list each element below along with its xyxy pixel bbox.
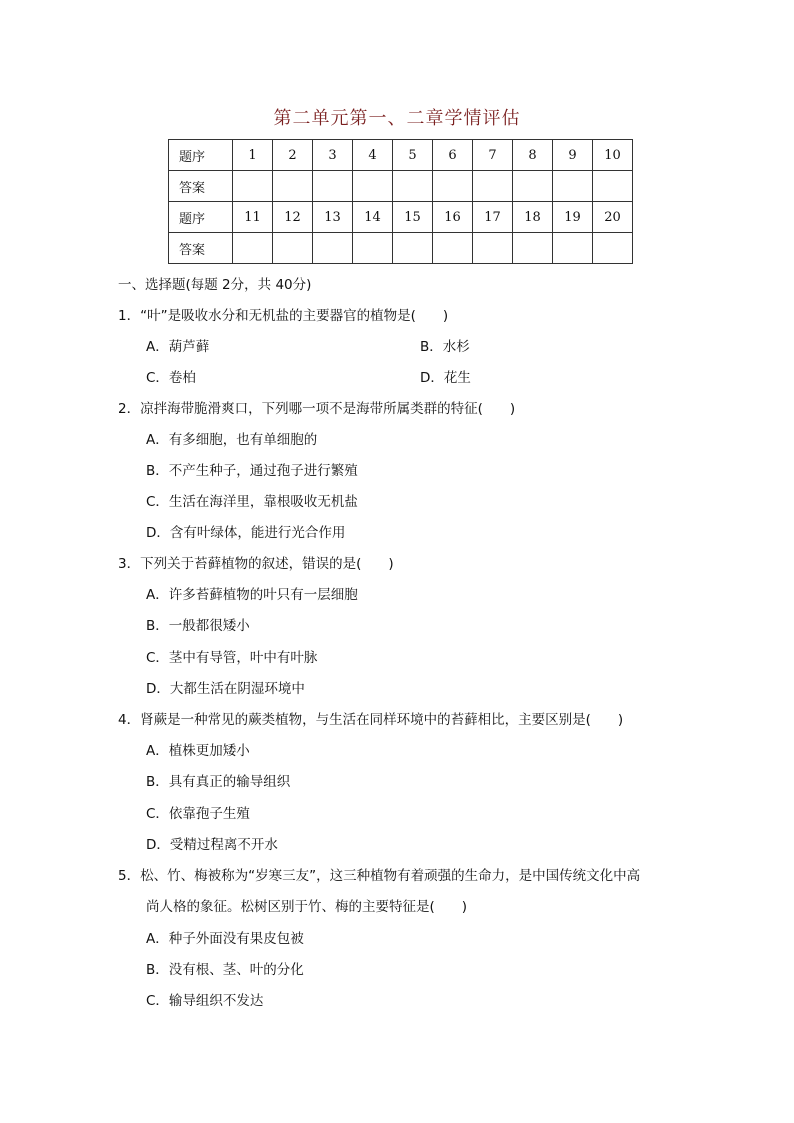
question-number: 6 xyxy=(433,140,473,171)
option-d[interactable]: D．花生 xyxy=(420,370,471,386)
answer-cell[interactable] xyxy=(353,233,393,264)
option-c[interactable]: C．茎中有导管，叶中有叶脉 xyxy=(146,650,318,666)
question-number: 14 xyxy=(353,202,393,233)
question-number: 5 xyxy=(393,140,433,171)
answer-cell[interactable] xyxy=(473,171,513,202)
answer-cell[interactable] xyxy=(313,233,353,264)
answer-cell[interactable] xyxy=(473,233,513,264)
option-b[interactable]: B．没有根、茎、叶的分化 xyxy=(146,962,304,978)
answer-cell[interactable] xyxy=(353,171,393,202)
option-d[interactable]: D．大都生活在阴湿环境中 xyxy=(146,681,305,697)
answer-cell[interactable] xyxy=(553,233,593,264)
question-number: 19 xyxy=(553,202,593,233)
table-row xyxy=(169,202,633,233)
question-number: 13 xyxy=(313,202,353,233)
question-number: 4 xyxy=(353,140,393,171)
option-a[interactable]: A．植株更加矮小 xyxy=(146,743,250,759)
question-number: 17 xyxy=(473,202,513,233)
answer-cell[interactable] xyxy=(233,233,273,264)
option-a[interactable]: A．有多细胞，也有单细胞的 xyxy=(146,432,318,448)
option-b[interactable]: B．不产生种子，通过孢子进行繁殖 xyxy=(146,463,358,479)
page-title: 第二单元第一、二章学情评估 xyxy=(273,108,521,129)
answer-cell[interactable] xyxy=(393,171,433,202)
answer-cell[interactable] xyxy=(233,171,273,202)
row-label: 题序 xyxy=(169,202,233,233)
question-stem: 3．下列关于苔藓植物的叙述，错误的是( ) xyxy=(118,556,394,572)
row-label: 答案 xyxy=(169,233,233,264)
question-number: 16 xyxy=(433,202,473,233)
option-c[interactable]: C．卷柏 xyxy=(146,370,196,386)
option-c[interactable]: C．生活在海洋里，靠根吸收无机盐 xyxy=(146,494,358,510)
question-stem-continued: 尚人格的象征。松树区别于竹、梅的主要特征是( ) xyxy=(146,899,468,915)
question-number: 11 xyxy=(233,202,273,233)
answer-cell[interactable] xyxy=(393,233,433,264)
option-a[interactable]: A．种子外面没有果皮包被 xyxy=(146,931,304,947)
question-number: 18 xyxy=(513,202,553,233)
question-number: 15 xyxy=(393,202,433,233)
answer-cell[interactable] xyxy=(513,171,553,202)
answer-table xyxy=(168,139,633,264)
answer-cell[interactable] xyxy=(513,233,553,264)
option-a[interactable]: A．葫芦藓 xyxy=(146,339,210,355)
answer-cell[interactable] xyxy=(553,171,593,202)
option-c[interactable]: C．输导组织不发达 xyxy=(146,993,264,1009)
option-b[interactable]: B．一般都很矮小 xyxy=(146,618,250,634)
row-label: 题序 xyxy=(169,140,233,171)
question-number: 1 xyxy=(233,140,273,171)
section-heading: 一、选择题(每题 2分，共 40分) xyxy=(118,277,312,293)
question-number: 20 xyxy=(593,202,633,233)
table-row xyxy=(169,171,633,202)
option-b[interactable]: B．水杉 xyxy=(420,339,470,355)
question-number: 9 xyxy=(553,140,593,171)
question-number: 7 xyxy=(473,140,513,171)
question-number: 10 xyxy=(593,140,633,171)
question-stem: 4．肾蕨是一种常见的蕨类植物，与生活在同样环境中的苔藓相比，主要区别是( ) xyxy=(118,712,624,728)
question-number: 8 xyxy=(513,140,553,171)
answer-cell[interactable] xyxy=(433,171,473,202)
question-number: 2 xyxy=(273,140,313,171)
answer-cell[interactable] xyxy=(313,171,353,202)
option-d[interactable]: D．含有叶绿体，能进行光合作用 xyxy=(146,525,346,541)
option-b[interactable]: B．具有真正的输导组织 xyxy=(146,774,291,790)
option-d[interactable]: D．受精过程离不开水 xyxy=(146,837,278,853)
answer-cell[interactable] xyxy=(593,171,633,202)
question-stem: 5．松、竹、梅被称为“岁寒三友”，这三种植物有着顽强的生命力，是中国传统文化中高 xyxy=(118,868,641,884)
answer-cell[interactable] xyxy=(593,233,633,264)
row-label: 答案 xyxy=(169,171,233,202)
option-c[interactable]: C．依靠孢子生殖 xyxy=(146,806,250,822)
answer-cell[interactable] xyxy=(273,233,313,264)
option-a[interactable]: A．许多苔藓植物的叶只有一层细胞 xyxy=(146,587,358,603)
question-stem: 2．凉拌海带脆滑爽口，下列哪一项不是海带所属类群的特征( ) xyxy=(118,401,516,417)
answer-cell[interactable] xyxy=(433,233,473,264)
table-row xyxy=(169,233,633,264)
question-number: 3 xyxy=(313,140,353,171)
question-stem: 1．“叶”是吸收水分和无机盐的主要器官的植物是( ) xyxy=(118,308,449,324)
question-number: 12 xyxy=(273,202,313,233)
answer-cell[interactable] xyxy=(273,171,313,202)
table-row xyxy=(169,140,633,171)
